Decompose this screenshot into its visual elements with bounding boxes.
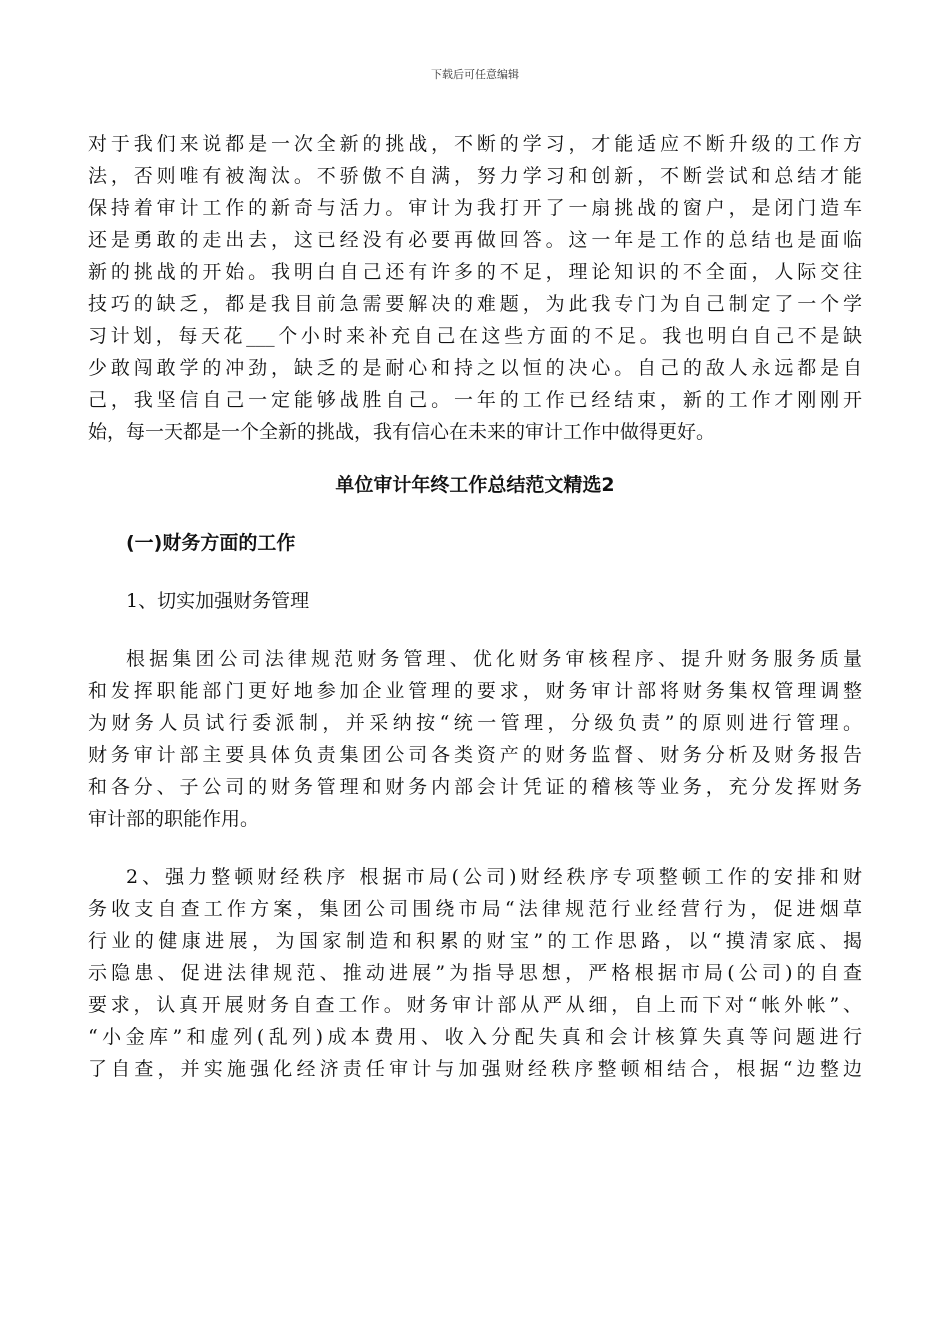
paragraph-line: “小金库”和虚列(乱列)成本费用、收入分配失真和会计核算失真等问题进行: [88, 1026, 862, 1048]
paragraph-line: 和发挥职能部门更好地参加企业管理的要求，财务审计部将财务集权管理调整: [88, 680, 862, 702]
paragraph-line: 财务审计部主要具体负责集团公司各类资产的财务监督、财务分析及财务报告: [88, 744, 862, 766]
paragraph-line: 己，我坚信自己一定能够战胜自己。一年的工作已经结束，新的工作才刚刚开: [88, 389, 862, 411]
page-header-note: 下载后可任意编辑: [431, 68, 519, 81]
item-heading: 1、切实加强财务管理: [126, 590, 310, 612]
paragraph-line: 对于我们来说都是一次全新的挑战，不断的学习，才能适应不断升级的工作方: [88, 133, 862, 155]
paragraph-line: 2、强力整顿财经秩序 根据市局(公司)财经秩序专项整顿工作的安排和财: [126, 866, 862, 888]
paragraph-line: 和各分、子公司的财务管理和财务内部会计凭证的稽核等业务，充分发挥财务: [88, 776, 862, 798]
paragraph-1: [88, 128, 862, 448]
paragraph-line: 为财务人员试行委派制，并采纳按“统一管理，分级负责”的原则进行管理。: [88, 712, 862, 734]
paragraph-line: 技巧的缺乏，都是我目前急需要解决的难题，为此我专门为自己制定了一个学: [88, 293, 862, 315]
paragraph-2: [88, 643, 862, 835]
paragraph-line: 少敢闯敢学的冲劲，缺乏的是耐心和持之以恒的决心。自己的敌人永远都是自: [88, 357, 862, 379]
paragraph-line: 根据集团公司法律规范财务管理、优化财务审核程序、提升财务服务质量: [126, 648, 862, 670]
paragraph-3: [88, 861, 862, 1085]
paragraph-line: 保持着审计工作的新奇与活力。审计为我打开了一扇挑战的窗户，是闭门造车: [88, 197, 862, 219]
paragraph-line: 务收支自查工作方案，集团公司围绕市局“法律规范行业经营行为，促进烟草: [88, 898, 862, 920]
section-title: 单位审计年终工作总结范文精选2: [335, 474, 615, 496]
paragraph-line: 要求，认真开展财务自查工作。财务审计部从严从细，自上而下对“帐外帐”、: [88, 994, 862, 1016]
paragraph-line: 行业的健康进展，为国家制造和积累的财宝”的工作思路，以“摸清家底、揭: [88, 930, 862, 952]
paragraph-line: 审计部的职能作用。: [88, 808, 260, 830]
document-body: [88, 128, 862, 1085]
paragraph-line: 始，每一天都是一个全新的挑战，我有信心在未来的审计工作中做得更好。: [88, 421, 716, 443]
paragraph-line: 了自查，并实施强化经济责任审计与加强财经秩序整顿相结合，根据“边整边: [88, 1058, 862, 1080]
paragraph-line: 新的挑战的开始。我明白自己还有许多的不足，理论知识的不全面，人际交往: [88, 261, 862, 283]
paragraph-line: 法，否则唯有被淘汰。不骄傲不自满，努力学习和创新，不断尝试和总结才能: [88, 165, 862, 187]
paragraph-line: 还是勇敢的走出去，这已经没有必要再做回答。这一年是工作的总结也是面临: [88, 229, 862, 251]
paragraph-line: 习计划，每天花___个小时来补充自己在这些方面的不足。我也明白自己不是缺: [88, 325, 862, 347]
paragraph-line: 示隐患、促进法律规范、推动进展”为指导思想，严格根据市局(公司)的自查: [88, 962, 862, 984]
sub-heading: (一)财务方面的工作: [126, 532, 296, 554]
